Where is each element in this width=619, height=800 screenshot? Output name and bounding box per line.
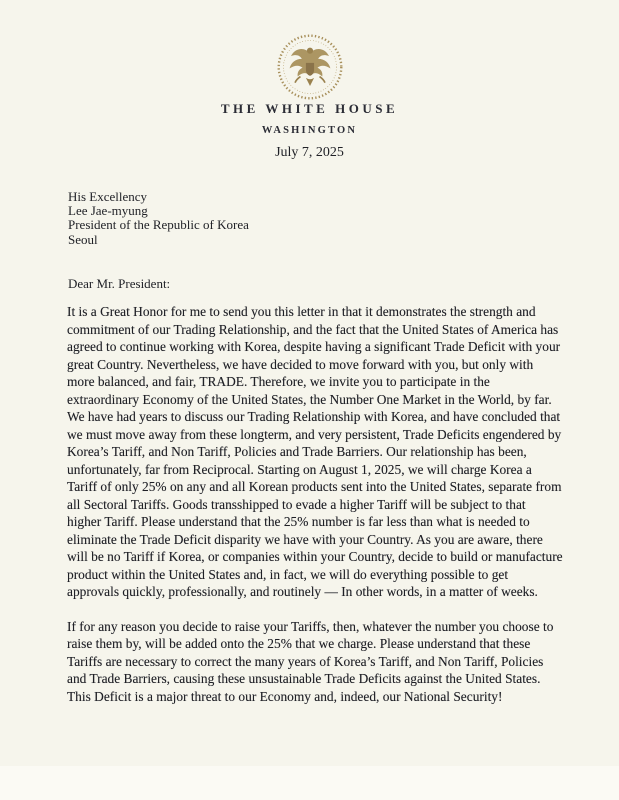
letter-body xyxy=(67,303,563,722)
recipient-block xyxy=(68,190,249,247)
date-line: July 7, 2025 xyxy=(275,145,344,160)
paragraph-1: It is a Great Honor for me to send you this letter in that it demonstrates the strength and commitment of our Trading Relationship, and the fact that the United States of America has agreed to continue working with Korea, despite having a significant Trade Deficit with your great Country. Nevertheless, we have decided to move forward with you, but only with more balanced, and fair, TRADE. Therefore, we invite you to participate in the extraordinary Economy of the United States, the Number One Market in the World, by far. We have had years to discuss our Trading Relationship with Korea, and have concluded that we must move away from these longterm, and very persistent, Trade Deficits engendered by Korea’s Tariff, and Non Tariff, Policies and Trade Barriers. Our relationship has been, unfortunately, far from Reciprocal. Starting on August 1, 2025, we will charge Korea a Tariff of only 25% on any and all Korean products sent into the United States, separate from all Sectoral Tariffs. Goods transshipped to evade a higher Tariff will be subject to that higher Tariff. Please understand that the 25% number is far less than what is needed to eliminate the Trade Deficit disparity we have with your Country. As you are aware, there will be no Tariff if Korea, or companies within your Country, decide to build or manufacture product within the United States and, in fact, we will do everything possible to get approvals quickly, professionally, and routinely — In other words, in a matter of weeks. xyxy=(67,304,563,599)
letterhead-city: WASHINGTON xyxy=(261,125,358,136)
presidential-seal-icon xyxy=(0,33,619,101)
letterhead-org: THE WHITE HOUSE xyxy=(220,101,399,116)
recipient-honorific: His Excellency xyxy=(68,189,148,204)
paragraph-2: If for any reason you decide to raise your Tariffs, then, whatever the number you choose to raise them by, will be added onto the 25% that we charge. Please understand that these Tariffs are necessary to correct the many years of Korea’s Tariff, and Non Tariff, Policies and Trade Barriers, causing these unsustainable Trade Deficits against the United States. This Deficit is a major threat to our Economy and, indeed, our National Security! xyxy=(67,618,554,704)
recipient-title: President of the Republic of Korea xyxy=(68,217,249,233)
salutation: Dear Mr. President: xyxy=(68,276,171,291)
recipient-name: Lee Jae-myung xyxy=(68,203,148,219)
recipient-city: Seoul xyxy=(68,231,98,247)
